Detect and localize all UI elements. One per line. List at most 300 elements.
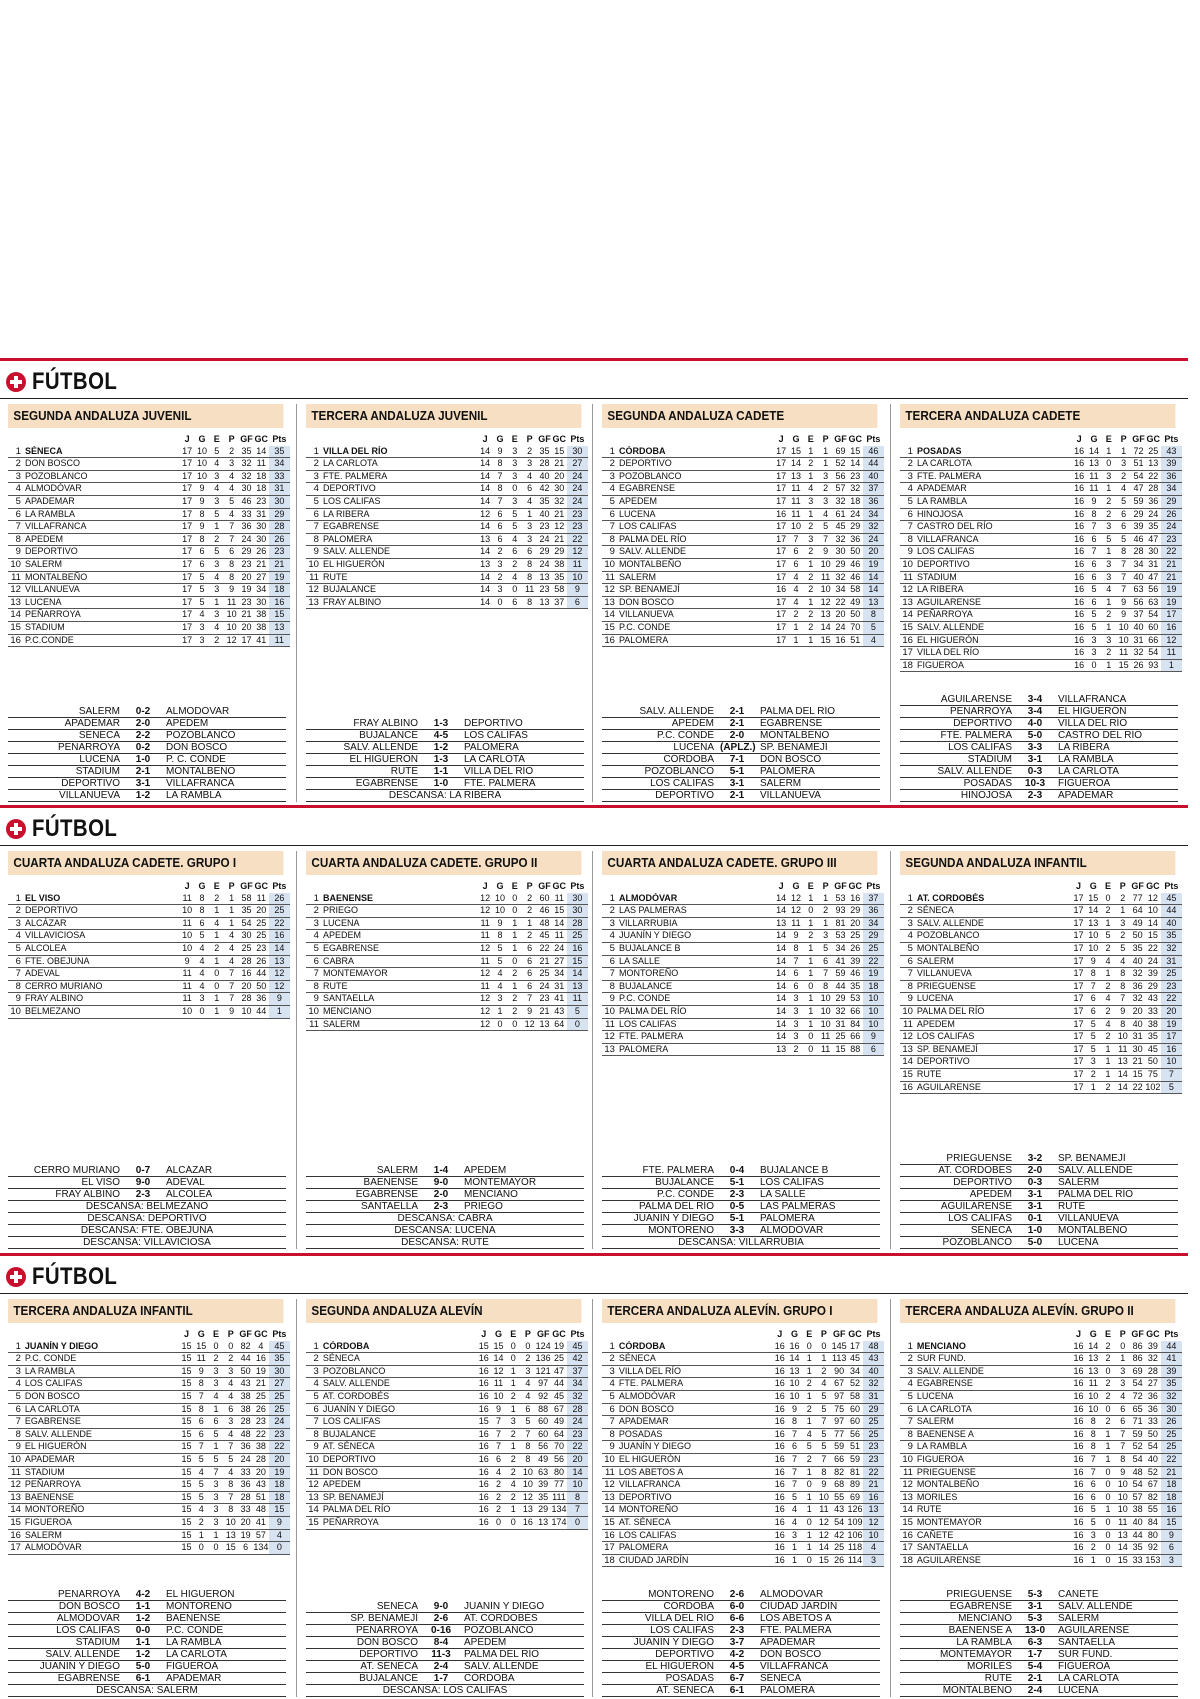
- column-header: E: [806, 1329, 813, 1339]
- position-cell: 6: [602, 508, 619, 521]
- stat-cell: 4: [223, 1428, 238, 1441]
- position-cell: 15: [602, 621, 619, 634]
- away-team: LOS ABETOS A: [760, 1613, 832, 1624]
- score: 1-1: [135, 1601, 151, 1612]
- position-cell: 4: [602, 930, 619, 943]
- position-cell: 14: [900, 609, 917, 622]
- table-row: [602, 1018, 884, 1031]
- match-result: [602, 1661, 880, 1673]
- away-team: FIGUEROA: [1058, 778, 1111, 789]
- position-cell: 1: [900, 893, 917, 905]
- stat-cell: 2: [194, 1516, 209, 1529]
- stat-cell: 16: [1072, 647, 1087, 660]
- standings-table: [900, 1323, 1182, 1567]
- stat-cell: 37: [1131, 609, 1146, 622]
- home-team: CÓRDOBA: [663, 1601, 714, 1612]
- position-cell: 2: [306, 905, 323, 918]
- stat-cell: 9: [493, 917, 508, 930]
- position-cell: 8: [306, 980, 323, 993]
- table-row: [900, 1365, 1182, 1378]
- home-team: AT. CORDOBÉS: [938, 1165, 1012, 1176]
- position-cell: 9: [602, 993, 619, 1006]
- stat-cell: 60: [537, 893, 552, 905]
- team-name: PRIEGO: [323, 905, 478, 918]
- points-cell: 5: [567, 1005, 588, 1018]
- stat-cell: 29: [535, 1504, 551, 1517]
- team-name: ALMODÓVAR: [25, 483, 180, 496]
- points-cell: 23: [863, 1453, 884, 1466]
- rest-team: DESCANSA: VILLAVICIOSA: [83, 1237, 211, 1248]
- stat-cell: 51: [1131, 458, 1146, 471]
- away-team: LUCENA: [1058, 1685, 1099, 1696]
- points-cell: 12: [269, 980, 290, 993]
- cross-icon: [6, 819, 26, 839]
- score: 1-3: [433, 754, 449, 765]
- score: 2-2: [135, 730, 151, 741]
- stat-cell: 0: [1101, 1516, 1116, 1529]
- stat-cell: 16: [476, 1504, 491, 1517]
- stat-cell: 1: [1101, 621, 1116, 634]
- stat-cell: 1: [1101, 596, 1116, 609]
- stat-cell: 35: [1146, 521, 1161, 534]
- match-result: [602, 778, 880, 790]
- stat-cell: 8: [223, 1479, 238, 1492]
- football-section: [0, 805, 1200, 1253]
- column-header: GF: [538, 434, 551, 444]
- points-cell: 32: [863, 1378, 884, 1391]
- position-cell: 5: [306, 495, 323, 508]
- table-row: [8, 1403, 290, 1416]
- stat-cell: 16: [787, 1341, 802, 1353]
- team-name: FRAY ALBINO: [25, 993, 180, 1006]
- stat-cell: 2: [802, 1453, 817, 1466]
- column-header: GC: [552, 434, 567, 444]
- stat-cell: 10: [787, 1378, 802, 1391]
- points-cell: 1: [1161, 659, 1182, 672]
- position-cell: 13: [306, 1491, 323, 1504]
- position-cell: 3: [8, 917, 25, 930]
- stat-cell: 13: [1086, 1365, 1101, 1378]
- team-name: POSADAS: [917, 446, 1072, 458]
- points-cell: 13: [269, 955, 290, 968]
- stat-cell: 1: [787, 1554, 802, 1567]
- stat-cell: 16: [833, 634, 848, 647]
- team-name: PRIEGUENSE: [917, 980, 1071, 993]
- points-cell: 26: [1161, 508, 1182, 521]
- points-cell: 28: [269, 521, 290, 534]
- match-result: [900, 790, 1178, 802]
- table-row: [900, 1491, 1182, 1504]
- match-result: [8, 742, 286, 754]
- stat-cell: 17: [774, 621, 789, 634]
- position-cell: 9: [306, 546, 323, 559]
- stat-cell: 14: [478, 596, 493, 609]
- stat-cell: 82: [1145, 1491, 1161, 1504]
- stat-cell: 16: [1072, 571, 1087, 584]
- stat-cell: 1: [507, 930, 522, 943]
- stat-cell: 2: [522, 893, 537, 905]
- stat-cell: 8: [493, 930, 508, 943]
- stat-cell: 17: [1071, 1056, 1086, 1069]
- stat-cell: 48: [253, 1504, 269, 1517]
- table-row: [8, 470, 290, 483]
- match-result: [306, 1637, 584, 1649]
- rest-team: DESCANSA: DEPORTIVO: [87, 1213, 207, 1224]
- column-header: E: [1105, 881, 1112, 891]
- stat-cell: 0: [1087, 659, 1102, 672]
- position-cell: 3: [900, 470, 917, 483]
- points-cell: 30: [567, 893, 588, 905]
- stat-cell: 5: [195, 930, 210, 943]
- stat-cell: 29: [848, 521, 863, 534]
- team-name: ALMODÓVAR: [25, 1542, 179, 1555]
- stat-cell: 45: [833, 521, 848, 534]
- home-team: SALERM: [78, 706, 120, 717]
- stat-cell: 36: [1145, 1390, 1161, 1403]
- stat-cell: 21: [239, 609, 254, 622]
- stat-cell: 14: [478, 446, 493, 458]
- position-cell: 8: [602, 533, 619, 546]
- stat-cell: 10: [817, 1491, 832, 1504]
- points-cell: 10: [863, 1005, 884, 1018]
- stat-cell: 6: [194, 1428, 209, 1441]
- position-cell: 8: [602, 1428, 619, 1441]
- table-row: [602, 1441, 884, 1454]
- stat-cell: 0: [1101, 1403, 1116, 1416]
- stat-cell: 56: [535, 1441, 551, 1454]
- stat-cell: 17: [1071, 905, 1086, 918]
- team-name: SALV. ALLENDE: [917, 1365, 1071, 1378]
- stat-cell: 4: [195, 942, 210, 955]
- position-cell: 4: [602, 483, 619, 496]
- stat-cell: 41: [254, 634, 269, 647]
- team-name: ALCÁZAR: [25, 917, 180, 930]
- match-result: [602, 1601, 880, 1613]
- team-name: SÉNECA: [323, 1353, 477, 1366]
- stat-cell: 12: [224, 634, 239, 647]
- stat-cell: 36: [238, 1441, 253, 1454]
- table-row: [8, 1453, 290, 1466]
- stat-cell: 1: [817, 1353, 832, 1366]
- away-team: MONTEMAYOR: [464, 1177, 537, 1188]
- stat-cell: 36: [1130, 980, 1145, 993]
- match-result: [900, 1177, 1178, 1189]
- points-cell: 25: [567, 930, 588, 943]
- stat-cell: 14: [1115, 1081, 1130, 1094]
- away-team: VILLANUEVA: [760, 790, 821, 801]
- team-name: PRIEGUENSE: [917, 1466, 1071, 1479]
- table-row: [306, 893, 588, 905]
- match-result: [602, 1213, 880, 1225]
- table-header: [8, 875, 290, 893]
- stat-cell: 32: [848, 483, 863, 496]
- stat-cell: 1: [506, 1365, 521, 1378]
- stat-cell: 9: [493, 446, 508, 458]
- points-cell: 0: [567, 1516, 588, 1529]
- stat-cell: 40: [1130, 1018, 1145, 1031]
- home-team: VILLA DEL RÍO: [644, 1613, 714, 1624]
- table-row: [602, 1516, 884, 1529]
- stat-cell: 2: [209, 893, 224, 905]
- stat-cell: 17: [1071, 1031, 1086, 1044]
- stat-cell: 9: [1115, 1466, 1130, 1479]
- team-name: SP. BENAMEJÍ: [619, 584, 774, 597]
- stat-cell: 6: [789, 558, 804, 571]
- stat-cell: 11: [1086, 1378, 1101, 1391]
- away-team: FIGUEROA: [166, 1661, 219, 1672]
- points-cell: 33: [269, 470, 290, 483]
- score: 1-2: [135, 1613, 151, 1624]
- stat-cell: 19: [253, 1365, 269, 1378]
- stat-cell: 48: [1130, 1466, 1145, 1479]
- stat-cell: 12: [789, 905, 804, 918]
- match-result: [602, 766, 880, 778]
- table-row: [602, 1031, 884, 1044]
- stat-cell: 3: [818, 470, 833, 483]
- column-header: E: [213, 881, 220, 891]
- team-name: LOS CALIFAS: [323, 495, 478, 508]
- stat-cell: 1: [803, 470, 818, 483]
- stat-cell: 2: [1101, 1353, 1116, 1366]
- table-row: [8, 1542, 290, 1555]
- stat-cell: 59: [831, 1441, 847, 1454]
- results-list: [306, 1165, 584, 1249]
- table-row: [900, 1516, 1182, 1529]
- stat-cell: 15: [179, 1403, 194, 1416]
- score: 6-7: [729, 1673, 745, 1684]
- score: 2-1: [729, 790, 745, 801]
- stat-cell: 35: [239, 446, 254, 458]
- stat-cell: 2: [522, 446, 537, 458]
- header-rule: [0, 398, 1188, 399]
- stat-cell: 49: [551, 1416, 567, 1429]
- stat-cell: 17: [1071, 1018, 1086, 1031]
- stat-cell: 35: [537, 446, 552, 458]
- stat-cell: 5: [1086, 1516, 1101, 1529]
- score: 5-3: [1027, 1589, 1043, 1600]
- stat-cell: 2: [209, 634, 224, 647]
- team-name: APADEMAR: [619, 1416, 773, 1429]
- points-cell: 31: [1161, 955, 1182, 968]
- rest-team: DESCANSA: FTE. OBEJUNA: [80, 1225, 214, 1236]
- stat-cell: 34: [833, 584, 848, 597]
- stat-cell: 20: [253, 1466, 269, 1479]
- stat-cell: 16: [772, 1516, 787, 1529]
- position-cell: 10: [900, 1453, 917, 1466]
- points-cell: 22: [567, 1441, 588, 1454]
- stat-cell: 17: [774, 533, 789, 546]
- stat-cell: 118: [847, 1542, 863, 1555]
- points-cell: 22: [863, 1466, 884, 1479]
- stat-cell: 2: [1115, 930, 1130, 943]
- stat-cell: 16: [1072, 508, 1087, 521]
- stat-cell: 5: [507, 521, 522, 534]
- stat-cell: 11: [818, 1043, 833, 1056]
- position-cell: 15: [900, 621, 917, 634]
- team-name: CÓRDOBA: [619, 1341, 773, 1353]
- table-row: [900, 893, 1182, 905]
- stat-cell: 30: [239, 930, 254, 943]
- stat-cell: 45: [1145, 1043, 1161, 1056]
- table-row: [602, 458, 884, 471]
- stat-cell: 97: [535, 1378, 551, 1391]
- home-team: BAENENSE A: [948, 1625, 1012, 1636]
- table-row: [602, 1542, 884, 1555]
- column-header: J: [482, 434, 488, 444]
- team-name: MONTEMAYOR: [323, 968, 478, 981]
- team-name: SALERM: [917, 1416, 1071, 1429]
- stat-cell: 77: [831, 1428, 847, 1441]
- team-name: DON BOSCO: [619, 596, 774, 609]
- table-row: [306, 1491, 588, 1504]
- column-header: G: [494, 1329, 502, 1339]
- stat-cell: 14: [478, 546, 493, 559]
- away-team: DON BOSCO: [760, 1649, 822, 1660]
- stat-cell: 24: [238, 1453, 253, 1466]
- stat-cell: 2: [506, 1453, 521, 1466]
- stat-cell: 12: [478, 508, 493, 521]
- stat-cell: 3: [506, 1416, 521, 1429]
- rest-team: DESCANSA: VILLARRUBIA: [678, 1237, 804, 1248]
- team-name: APEDEM: [25, 533, 180, 546]
- stat-cell: 23: [239, 596, 254, 609]
- table-row: [306, 980, 588, 993]
- stat-cell: 16: [1071, 1542, 1086, 1555]
- table-row: [8, 1341, 290, 1353]
- match-result: [602, 706, 880, 718]
- stat-cell: 1: [1115, 1353, 1130, 1366]
- stat-cell: 66: [848, 1031, 863, 1044]
- match-result: [8, 718, 286, 730]
- stat-cell: 35: [535, 1491, 551, 1504]
- column-header: Pts: [570, 1329, 585, 1339]
- points-cell: 4: [269, 1529, 290, 1542]
- points-cell: 42: [567, 1353, 588, 1366]
- home-team: PEÑARROYA: [57, 1589, 120, 1600]
- table-row: [8, 558, 290, 571]
- stat-cell: 16: [1072, 558, 1087, 571]
- table-row: [900, 1529, 1182, 1542]
- points-cell: 17: [1161, 609, 1182, 622]
- team-name: MONTOREÑO: [619, 968, 774, 981]
- stat-cell: 7: [1115, 993, 1130, 1006]
- points-cell: 11: [567, 993, 588, 1006]
- rest-team: DESCANSA: CABRA: [397, 1213, 493, 1224]
- position-cell: 17: [8, 1542, 25, 1555]
- position-cell: 9: [602, 546, 619, 559]
- table-row: [602, 1341, 884, 1353]
- position-cell: 4: [900, 1378, 917, 1391]
- stat-cell: 2: [507, 1005, 522, 1018]
- table-row: [900, 1416, 1182, 1429]
- position-cell: 11: [900, 1466, 917, 1479]
- column-header: G: [792, 881, 800, 891]
- position-cell: 7: [900, 1416, 917, 1429]
- stat-cell: 17: [1071, 930, 1086, 943]
- position-cell: 4: [8, 483, 25, 496]
- table-row: [8, 1491, 290, 1504]
- position-cell: 4: [900, 930, 917, 943]
- team-name: BAENENSE A: [917, 1428, 1071, 1441]
- stat-cell: 6: [1115, 1416, 1130, 1429]
- table-row: [8, 942, 290, 955]
- stat-cell: 10: [1115, 1031, 1130, 1044]
- stat-cell: 16: [772, 1504, 787, 1517]
- match-result: [8, 1661, 286, 1673]
- points-cell: 43: [1161, 446, 1182, 458]
- position-cell: 7: [602, 968, 619, 981]
- stat-cell: 3: [209, 1504, 224, 1517]
- points-cell: 13: [269, 621, 290, 634]
- stat-cell: 3: [1116, 458, 1131, 471]
- position-cell: 8: [8, 533, 25, 546]
- points-cell: 22: [1161, 1453, 1182, 1466]
- team-name: AGUILARENSE: [917, 1554, 1071, 1567]
- stat-cell: 0: [507, 483, 522, 496]
- table-row: [602, 495, 884, 508]
- points-cell: 29: [269, 508, 290, 521]
- match-result: [306, 778, 584, 790]
- stat-cell: 4: [195, 609, 210, 622]
- team-name: EGABRENSE: [917, 1378, 1071, 1391]
- stat-cell: 6: [238, 1542, 253, 1555]
- team-name: MONTOREÑO: [619, 1504, 773, 1517]
- points-cell: 44: [863, 458, 884, 471]
- score: 2-1: [135, 766, 151, 777]
- stat-cell: 12: [817, 1516, 832, 1529]
- team-name: BUJALANCE: [323, 584, 478, 597]
- position-cell: 14: [306, 1504, 323, 1517]
- away-team: ADEVAL: [166, 1177, 205, 1188]
- stat-cell: 16: [476, 1479, 491, 1492]
- stat-cell: 33: [1145, 1005, 1161, 1018]
- stat-cell: 30: [254, 533, 269, 546]
- stat-cell: 43: [238, 1378, 253, 1391]
- match-result: [8, 766, 286, 778]
- stat-cell: 53: [848, 993, 863, 1006]
- stat-cell: 38: [238, 1390, 253, 1403]
- stat-cell: 1: [803, 942, 818, 955]
- points-cell: 40: [863, 1365, 884, 1378]
- stat-cell: 4: [802, 1428, 817, 1441]
- stat-cell: 5: [1115, 942, 1130, 955]
- table-row: [602, 993, 884, 1006]
- stat-cell: 17: [1071, 1005, 1086, 1018]
- team-name: MONTALBEÑO: [917, 1479, 1071, 1492]
- column-header: J: [184, 881, 190, 891]
- score: 0-5: [729, 1201, 745, 1212]
- stat-cell: 16: [772, 1542, 787, 1555]
- away-team: CÓRDOBA: [464, 1673, 515, 1684]
- away-team: P.C. CONDE: [166, 1625, 224, 1636]
- stat-cell: 14: [254, 446, 269, 458]
- position-cell: 18: [900, 1554, 917, 1567]
- stat-cell: 17: [847, 1341, 863, 1353]
- team-name: FTE. PALMERA: [917, 470, 1072, 483]
- team-name: APADEMAR: [25, 495, 180, 508]
- stat-cell: 39: [848, 955, 863, 968]
- stat-cell: 13: [223, 1529, 238, 1542]
- rest-note: [8, 1237, 286, 1249]
- stat-cell: 11: [789, 508, 804, 521]
- score: 1-0: [1027, 1225, 1043, 1236]
- stat-cell: 15: [223, 1542, 238, 1555]
- stat-cell: 7: [491, 1441, 506, 1454]
- stat-cell: 3: [1086, 1529, 1101, 1542]
- table-row: [8, 609, 290, 622]
- stat-cell: 10: [223, 1516, 238, 1529]
- stat-cell: 28: [253, 1453, 269, 1466]
